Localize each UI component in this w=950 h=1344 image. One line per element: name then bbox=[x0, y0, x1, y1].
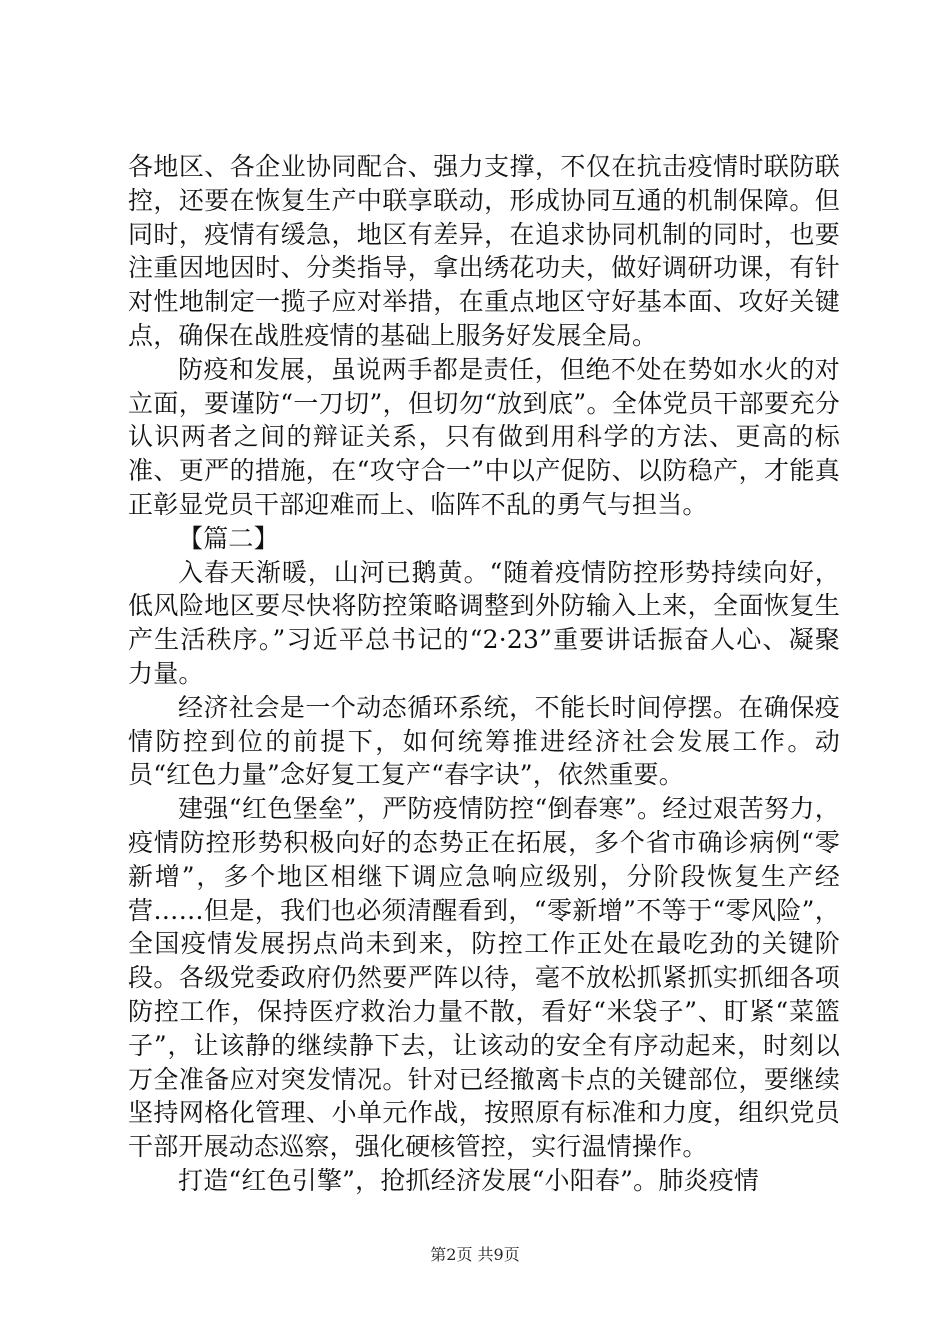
paragraph-economic-cycle: 经济社会是一个动态循环系统，不能长时间停摆。在确保疫情防控到位的前提下，如何统筹推进经济社会发展工作。动员“红色力量”念好复工复产“春字诀”，依然重要。 bbox=[128, 692, 840, 790]
paragraph-epidemic-and-development: 防疫和发展，虽说两手都是责任，但绝不处在势如水火的对立面，要谨防“一刀切”，但切勿“放到底”。全体党员干部要充分认识两者之间的辩证关系，只有做到用科学的方法、更高的标准、更严的措施，在“攻守合一”中以产促防、以防稳产，才能真正彰显党员干部迎难而上、临阵不乱的勇气与担当。 bbox=[128, 354, 840, 519]
page-footer: 第2页 共9页 bbox=[430, 1245, 520, 1264]
document-body bbox=[128, 150, 840, 1198]
paragraph-red-engine: 打造“红色引擎”，抢抓经济发展“小阳春”。肺炎疫情 bbox=[178, 1165, 760, 1195]
paragraph-red-fortress: 建强“红色堡垒”，严防疫情防控“倒春寒”。经过艰苦努力，疫情防控形势积极向好的态势正在拓展，多个省市确诊病例“零新增”，多个地区相继下调应急响应级别，分阶段恢复生产经营……但是，我们也必须清醒看到，“零新增”不等于“零风险”，全国疫情发展拐点尚未到来，防控工作正处在最吃劲的关键阶段。各级党委政府仍然要严阵以待，毫不放松抓紧抓实抓细各项防控工作，保持医疗救治力量不散，看好“米袋子”、盯紧“菜篮子”，让该静的继续静下去，让该动的安全有序动起来，时刻以万全准备应对突发情况。针对已经撤离卡点的关键部位，要继续坚持网格化管理、小单元作战，按照原有标准和力度，组织党员干部开展动态巡察，强化硬核管控，实行温情操作。 bbox=[128, 794, 840, 1162]
paragraph-spring-intro: 入春天渐暖，山河已鹅黄。“随着疫情防控形势持续向好，低风险地区要尽快将防控策略调整到外防输入上来，全面恢复生产生活秩序。”习近平总书记的“2·23”重要讲话振奋人心、凝聚力量。 bbox=[128, 557, 840, 688]
section-heading-part-two: 【篇二】 bbox=[178, 523, 279, 553]
paragraph-continuation: 各地区、各企业协同配合、强力支撑，不仅在抗击疫情时联防联控，还要在恢复生产中联享联动，形成协同互通的机制保障。但同时，疫情有缓急，地区有差异，在追求协同机制的同时，也要注重因地因时、分类指导，拿出绣花功夫，做好调研功课，有针对性地制定一揽子应对举措，在重点地区守好基本面、攻好关键点，确保在战胜疫情的基础上服务好发展全局。 bbox=[128, 152, 840, 350]
